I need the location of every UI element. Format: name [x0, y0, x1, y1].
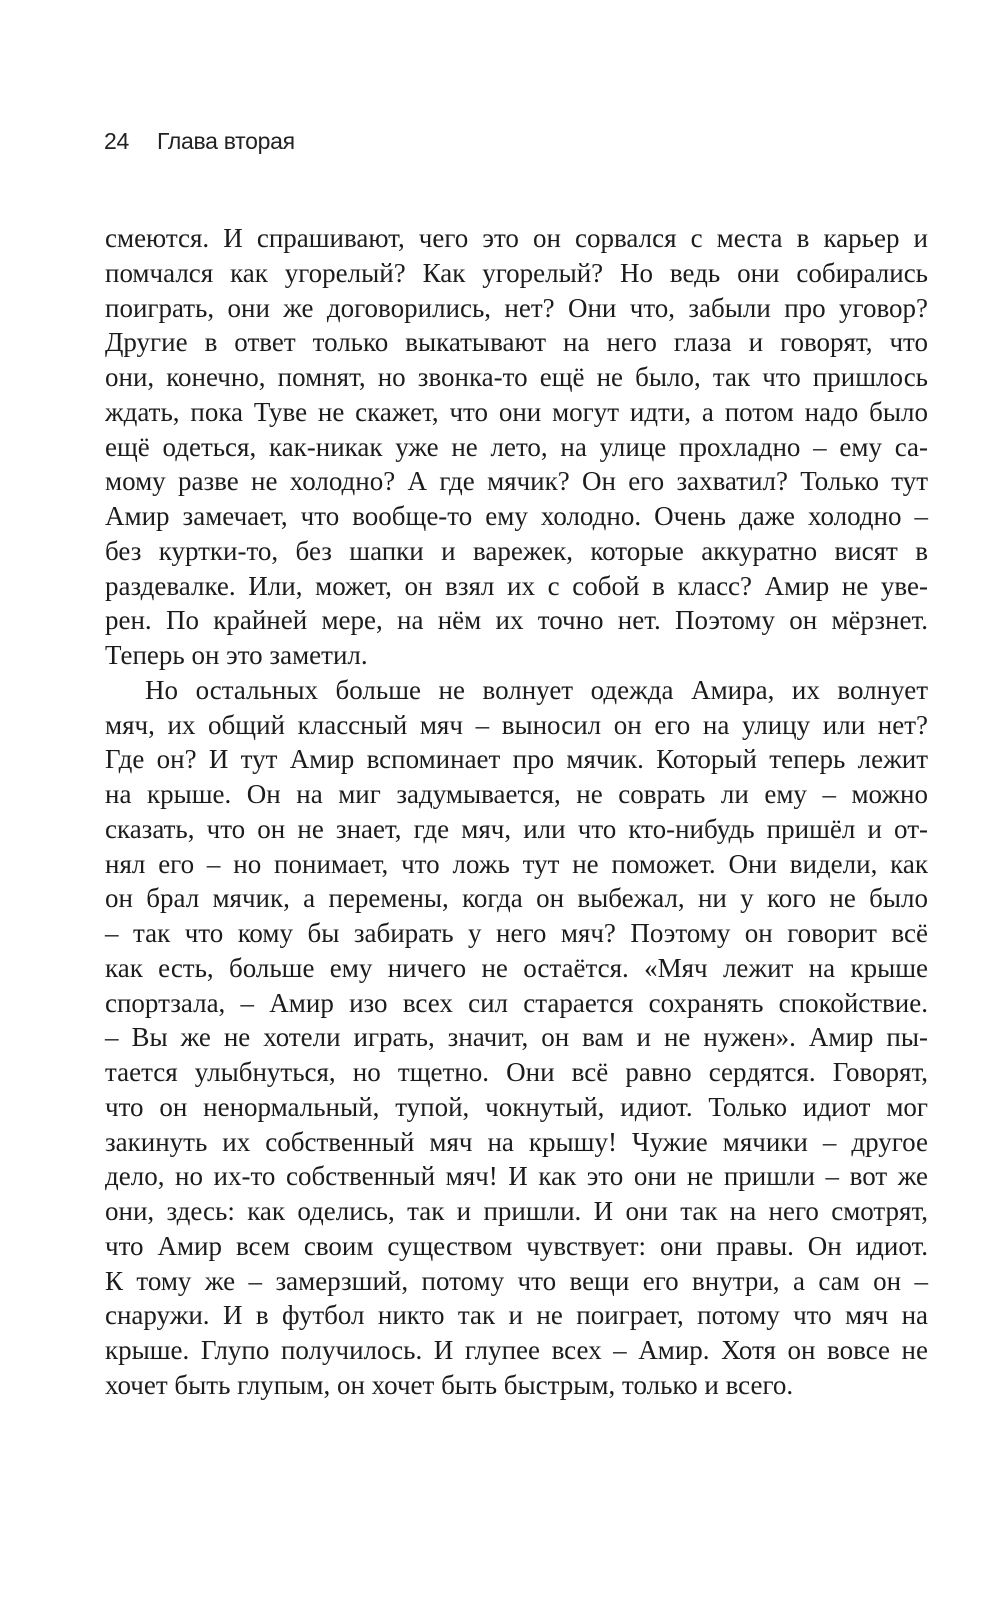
text-line: рен. По крайней мере, на нём их точно нет. Поэтому он мёрзнет.: [105, 605, 928, 636]
body-text: [105, 221, 928, 1403]
text-line: нял его – но понимает, что ложь тут не поможет. Они видели, как: [105, 848, 928, 879]
text-line: помчался как угорелый? Как угорелый? Но ведь они собирались: [105, 257, 928, 288]
text-line: без куртки-то, без шапки и варежек, которые аккуратно висят в: [105, 535, 928, 566]
text-line: поиграть, они же договорились, нет? Они что, забыли про уговор?: [105, 292, 928, 323]
text-line: как есть, больше ему ничего не остаётся. «Мяч лежит на крыше: [105, 952, 928, 983]
text-line: К тому же – замерзший, потому что вещи его внутри, а сам он –: [105, 1265, 928, 1296]
page-number: 24: [104, 128, 129, 154]
text-line: Теперь он это заметил.: [105, 640, 368, 670]
running-head: [104, 128, 295, 155]
text-line: они, здесь: как оделись, так и пришли. И они так на него смотрят,: [105, 1196, 928, 1226]
text-line: – Вы же не хотели играть, значит, он вам и не нужен». Амир пы-: [105, 1022, 928, 1053]
text-line: тается улыбнуться, но тщетно. Они всё равно сердятся. Говорят,: [105, 1057, 928, 1087]
text-line: мому разве не холодно? А где мячик? Он его захватил? Только тут: [105, 466, 928, 497]
paragraph-1: [105, 221, 928, 673]
text-line: раздевалке. Или, может, он взял их с собой в класс? Амир не уве-: [105, 570, 928, 601]
text-line: смеются. И спрашивают, чего это он сорвался с места в карьер и: [105, 223, 928, 253]
text-line: он брал мячик, а перемены, когда он выбежал, ни у кого не было: [105, 883, 928, 914]
text-line: крыше. Глупо получилось. И глупее всех – Амир. Хотя он вовсе не: [105, 1335, 928, 1365]
text-line: что он ненормальный, тупой, чокнутый, идиот. Только идиот мог: [105, 1091, 928, 1122]
text-line: Амир замечает, что вообще-то ему холодно. Очень даже холодно –: [105, 501, 928, 531]
chapter-title: Глава вторая: [156, 128, 295, 154]
paragraph-2: [105, 673, 928, 1403]
text-line: хочет быть глупым, он хочет быть быстрым, только и всего.: [105, 1369, 794, 1400]
text-line: спортзала, – Амир изо всех сил старается сохранять спокойствие.: [105, 987, 928, 1018]
text-line: – так что кому бы забирать у него мяч? Поэтому он говорит всё: [105, 918, 928, 948]
text-line: Другие в ответ только выкатывают на него глаза и говорят, что: [105, 327, 928, 358]
text-line: что Амир всем своим существом чувствует: они правы. Он идиот.: [105, 1230, 928, 1261]
text-line: на крыше. Он на миг задумывается, не соврать ли ему – можно: [105, 779, 928, 809]
text-line: мяч, их общий классный мяч – выносил он его на улицу или нет?: [105, 709, 928, 740]
text-line: Где он? И тут Амир вспоминает про мячик. Который теперь лежит: [105, 744, 928, 775]
text-line: ждать, пока Туве не скажет, что они могут идти, а потом надо было: [105, 396, 928, 427]
text-line: сказать, что он не знает, где мяч, или что кто-нибудь пришёл и от-: [105, 813, 928, 844]
text-line: снаружи. И в футбол никто так и не поиграет, потому что мяч на: [105, 1300, 928, 1331]
text-line: дело, но их-то собственный мяч! И как это они не пришли – вот же: [105, 1161, 928, 1192]
text-line: закинуть их собственный мяч на крышу! Чужие мячики – другое: [105, 1126, 928, 1157]
text-line: они, конечно, помнят, но звонка-то ещё не было, так что пришлось: [105, 362, 928, 392]
text-line: ещё одеться, как-никак уже не лето, на улице прохладно – ему са-: [105, 431, 928, 462]
text-line: Но остальных больше не волнует одежда Амира, их волнует: [145, 674, 928, 705]
